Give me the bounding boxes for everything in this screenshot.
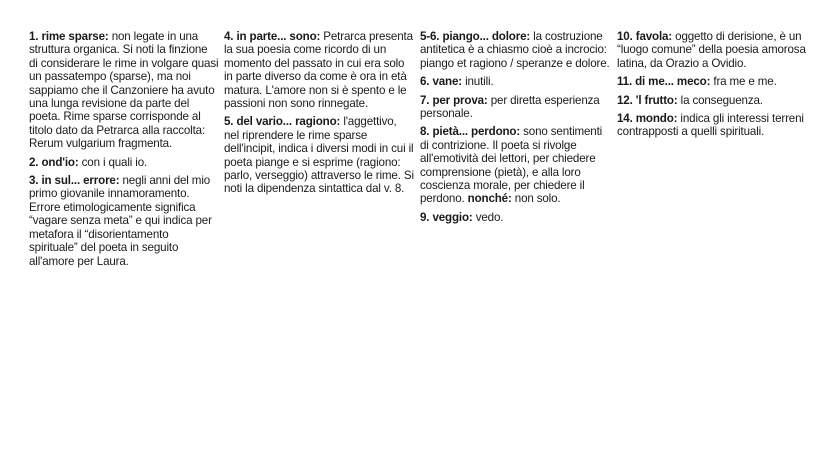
note-number: 6. [420, 75, 430, 89]
note-term: 'l frutto: [635, 93, 678, 107]
note-term: rime sparse: [41, 30, 109, 43]
note-text: vedo. [472, 210, 504, 224]
note-2 [29, 156, 219, 169]
note-4 [224, 30, 414, 110]
notes-column-1 [29, 30, 219, 268]
note-term: di me... meco: [635, 75, 711, 89]
note-number: 4. [224, 30, 234, 43]
note-9 [420, 211, 610, 224]
note-text: negli anni del mio primo giovanile innamoramento. Errore etimologicamente significa “vagare senza meta” e qui indica per metafora il “disorientamento spirituale” del poeta in seguito all'amore per Laura. [29, 174, 212, 268]
note-5-6 [420, 30, 610, 70]
note-7 [420, 94, 610, 121]
note-text: non legate in una struttura organica. Si noti la finzione di considerare le rime in volgare quasi un passatempo (sparse), ma noi sappiamo che il Canzoniere ha avuto una lunga revisione da parte del poeta. Rime sparse corrisponde al titolo dato da Petrarca alla raccolta: Rerum vulgarium fragmenta. [29, 30, 219, 151]
note-term: per prova: [432, 93, 488, 107]
note-number: 10. [617, 30, 633, 43]
note-term: ond'io: [41, 155, 79, 169]
note-term: in parte... sono: [236, 30, 321, 43]
note-number: 14. [617, 112, 633, 126]
note-term: vane: [432, 75, 462, 89]
note-term: pietà... perdono: [432, 125, 521, 139]
note-number: 7. [420, 93, 430, 107]
note-term: veggio: [432, 210, 473, 224]
note-12 [617, 94, 813, 107]
notes-column-3 [420, 30, 610, 229]
note-number: 5. [224, 115, 234, 129]
note-8 [420, 125, 610, 205]
note-text: indica gli interessi terreni contrapposti a quelli spirituali. [617, 112, 804, 139]
note-text: sono sentimenti di contrizione. Il poeta si rivolge all'emotività dei lettori, per chiedere comprensione (pietà), e alla loro coscienza morale, per chiedere il perdono. [420, 125, 603, 206]
note-text: la costruzione antitetica è a chiasmo cioè a incrocio: piango et ragiono / speranze e dolore. [420, 30, 610, 70]
note-term: in sul... errore: [41, 174, 120, 188]
note-term: mondo: [635, 112, 678, 126]
note-term: piango... dolore: [442, 30, 531, 43]
note-11 [617, 75, 813, 88]
note-6 [420, 75, 610, 88]
note-number: 1. [29, 30, 39, 43]
note-text: Petrarca presenta la sua poesia come ricordo di un momento del passato in cui era solo in parte diverso da come è ora in età matura. L'amore non si è spento e le passioni non sono rinnegate. [224, 30, 413, 111]
note-14 [617, 112, 813, 139]
note-extra-term: nonché: [467, 192, 512, 206]
note-number: 2. [29, 155, 39, 169]
note-1 [29, 30, 219, 151]
note-5 [224, 115, 414, 195]
note-text: con i quali io. [78, 155, 148, 169]
note-text: per diretta esperienza personale. [420, 93, 600, 121]
note-number: 8. [420, 125, 430, 139]
note-number: 12. [617, 93, 633, 107]
note-term: del vario... ragiono: [236, 115, 341, 129]
note-number: 5-6. [420, 30, 440, 43]
note-number: 11. [617, 75, 633, 89]
notes-column-2 [224, 30, 414, 201]
note-number: 9. [420, 210, 430, 224]
note-text: oggetto di derisione, è un “luogo comune” della poesia amorosa latina, da Orazio a Ovidio. [617, 30, 806, 70]
notes-column-4 [617, 30, 813, 144]
note-extra-text: non solo. [511, 192, 561, 206]
note-3 [29, 174, 219, 268]
note-text: la conseguenza. [677, 93, 763, 107]
note-text: inutili. [462, 75, 494, 89]
note-text: fra me e me. [710, 75, 777, 89]
note-10 [617, 30, 813, 70]
note-term: favola: [635, 30, 673, 43]
note-number: 3. [29, 174, 39, 188]
note-text: l'aggettivo, nel riprendere le rime sparse dell'incipit, indica i diversi modi in cui il poeta piange e si esprime (ragiono: parlo, verseggio) attraverso le rime. Si noti la dipendenza sintattica dal v. 8. [224, 115, 414, 196]
